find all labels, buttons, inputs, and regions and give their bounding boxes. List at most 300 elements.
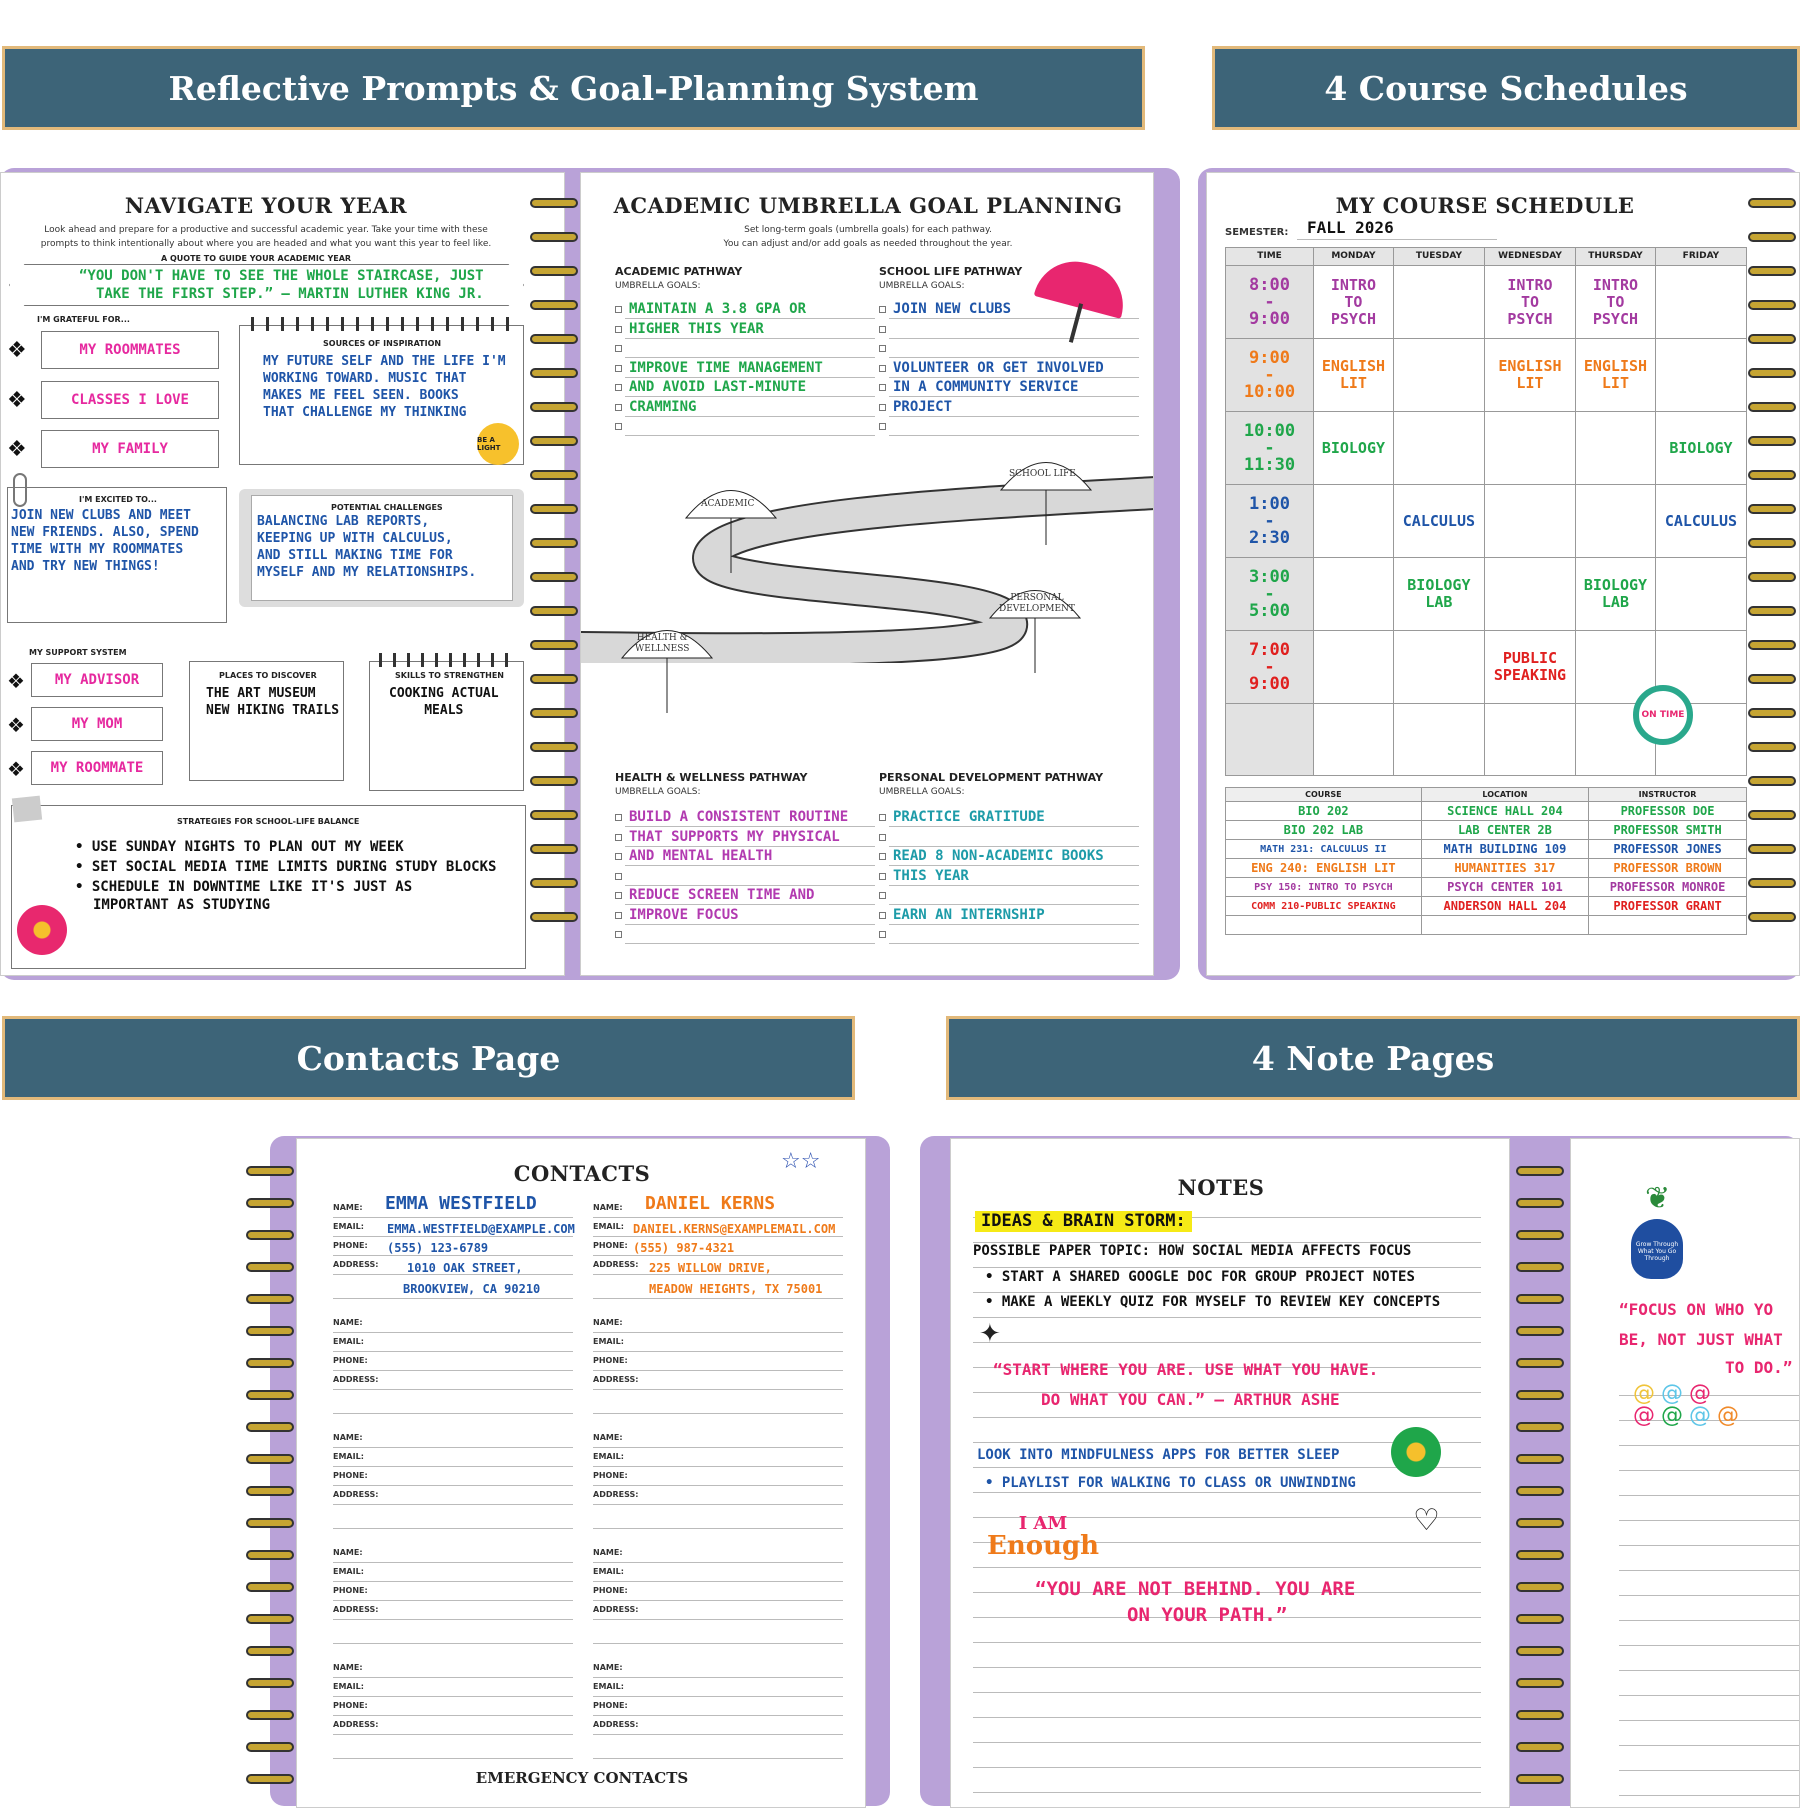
umbrella-health-icon xyxy=(617,613,717,723)
class-cell[interactable] xyxy=(1576,412,1656,485)
goals-label: UMBRELLA GOALS: xyxy=(879,787,965,797)
goal-checkbox[interactable] xyxy=(615,853,622,860)
banner-reflective: Reflective Prompts & Goal-Planning System xyxy=(2,46,1145,130)
contact-line xyxy=(593,1581,843,1582)
spiral-ring xyxy=(530,300,578,310)
umbrella-personal-label xyxy=(999,593,1075,615)
spiral-ring xyxy=(1516,1710,1564,1720)
course-cell: PROFESSOR JONES xyxy=(1589,840,1747,859)
class-cell[interactable]: BIOLOGY xyxy=(1655,412,1746,485)
umbrella-school-icon xyxy=(996,445,1096,555)
strategy-text: IMPORTANT AS STUDYING xyxy=(93,897,271,913)
contact-field-label: NAME: xyxy=(593,1433,623,1442)
class-cell[interactable] xyxy=(1314,485,1394,558)
note-line xyxy=(973,1717,1481,1718)
course-cell xyxy=(1589,916,1747,935)
excited-text: JOIN NEW CLUBS AND MEET NEW FRIENDS. ALSO, SPEND TIME WITH MY ROOMMATES AND TRY NEW THINGS! xyxy=(11,508,199,574)
spiral-ring xyxy=(246,1230,294,1240)
course-header: COURSE xyxy=(1226,788,1422,802)
class-cell[interactable] xyxy=(1393,704,1484,776)
course-header: INSTRUCTOR xyxy=(1589,788,1747,802)
class-cell[interactable] xyxy=(1484,704,1575,776)
spiral-ring xyxy=(1748,742,1796,752)
note-line xyxy=(1619,1545,1800,1546)
course-cell: SCIENCE HALL 204 xyxy=(1421,802,1588,821)
goal-checkbox[interactable] xyxy=(879,423,886,430)
personal-pathway-label: PERSONAL DEVELOPMENT PATHWAY xyxy=(879,771,1104,784)
spiral-ring xyxy=(1748,368,1796,378)
contact-line xyxy=(593,1466,843,1467)
spiral-ring xyxy=(246,1390,294,1400)
swirls-decoration: @@@ @@@@ xyxy=(1633,1381,1745,1428)
sticker-line: I AM xyxy=(1018,1513,1068,1534)
note-line xyxy=(1619,1720,1800,1721)
course-cell: PROFESSOR SMITH xyxy=(1589,821,1747,840)
day-header: WEDNESDAY xyxy=(1484,248,1575,266)
class-cell[interactable]: CALCULUS xyxy=(1655,485,1746,558)
quote-text: “YOU DON'T HAVE TO SEE THE WHOLE STAIRCASE, JUST xyxy=(79,268,484,284)
goal-checkbox[interactable] xyxy=(615,345,622,352)
contact-line xyxy=(593,1528,843,1529)
goal-checkbox[interactable] xyxy=(879,834,886,841)
note-line xyxy=(973,1567,1481,1568)
contact-addr2[interactable]: MEADOW HEIGHTS, TX 75001 xyxy=(649,1282,823,1296)
goal-checkbox[interactable] xyxy=(879,892,886,899)
goal-checkbox[interactable] xyxy=(615,873,622,880)
class-cell[interactable]: INTRO TO PSYCH xyxy=(1576,266,1656,339)
course-cell: MATH 231: CALCULUS II xyxy=(1226,840,1422,859)
note-line xyxy=(973,1667,1481,1668)
goal-checkbox[interactable] xyxy=(879,345,886,352)
umbrella-health-label xyxy=(635,633,689,655)
contact-line xyxy=(593,1298,843,1299)
note-line xyxy=(1619,1770,1800,1771)
goal-line xyxy=(889,377,1139,378)
note-line xyxy=(973,1342,1481,1343)
spiral-ring xyxy=(530,368,578,378)
class-cell[interactable]: INTRO TO PSYCH xyxy=(1314,266,1394,339)
contact-phone[interactable]: (555) 123-6789 xyxy=(387,1241,489,1255)
class-cell[interactable] xyxy=(1393,339,1484,412)
spiral-ring xyxy=(1516,1262,1564,1272)
banner-schedules: 4 Course Schedules xyxy=(1212,46,1800,130)
class-cell[interactable]: BIOLOGY LAB xyxy=(1393,558,1484,631)
ideas-heading: IDEAS & BRAIN STORM: xyxy=(975,1211,1192,1232)
places-label: PLACES TO DISCOVER xyxy=(219,671,317,680)
class-cell[interactable] xyxy=(1393,412,1484,485)
spiral-ring xyxy=(530,708,578,718)
grateful-item: MY FAMILY xyxy=(41,430,219,468)
spiral-ring xyxy=(246,1742,294,1752)
goal-line xyxy=(625,416,875,417)
note-line xyxy=(1619,1470,1800,1471)
spiral-ring xyxy=(530,538,578,548)
contact-line xyxy=(333,1504,573,1505)
contact-phone[interactable]: (555) 987-4321 xyxy=(633,1241,735,1255)
contact-line xyxy=(333,1332,573,1333)
contact-field-label: EMAIL: xyxy=(333,1682,364,1691)
label-line: DEVELOPMENT xyxy=(999,604,1075,614)
spiral-ring xyxy=(246,1294,294,1304)
diamond-icon: ❖ xyxy=(7,757,25,781)
goal-line xyxy=(889,338,1139,339)
contact-line xyxy=(333,1351,573,1352)
contact-addr1[interactable]: 1010 OAK STREET, xyxy=(407,1261,523,1275)
spiral-ring xyxy=(1516,1454,1564,1464)
class-cell[interactable]: PUBLIC SPEAKING xyxy=(1484,631,1575,704)
goal-checkbox[interactable] xyxy=(879,404,886,411)
day-header: TIME xyxy=(1226,248,1314,266)
goal-line xyxy=(625,318,875,319)
class-cell[interactable] xyxy=(1314,704,1394,776)
goal-text: AND MENTAL HEALTH xyxy=(629,848,773,864)
goal-checkbox[interactable] xyxy=(615,423,622,430)
note-line xyxy=(973,1492,1481,1493)
contact-line xyxy=(333,1643,573,1644)
goal-line xyxy=(625,357,875,358)
spiral-ring xyxy=(1748,232,1796,242)
skills-text: COOKING ACTUAL MEALS xyxy=(389,686,499,718)
spiral-ring xyxy=(1516,1742,1564,1752)
page-title: NOTES xyxy=(1177,1175,1265,1200)
goal-text: HIGHER THIS YEAR xyxy=(629,320,764,337)
contact-field-label: ADDRESS: xyxy=(593,1260,639,1269)
note-text: START A SHARED GOOGLE DOC FOR GROUP PROJECT NOTES xyxy=(1001,1269,1415,1285)
spiral-ring xyxy=(1516,1422,1564,1432)
support-item: MY MOM xyxy=(31,707,163,741)
spiral-ring xyxy=(246,1358,294,1368)
spiral-ring xyxy=(530,198,578,208)
contact-line xyxy=(593,1447,843,1448)
right-quote: BE, NOT JUST WHAT xyxy=(1619,1330,1783,1349)
goal-text: MAINTAIN A 3.8 GPA OR xyxy=(629,301,807,317)
class-cell[interactable]: ENGLISH LIT xyxy=(1484,339,1575,412)
spiral-ring xyxy=(530,844,578,854)
goal-checkbox[interactable] xyxy=(879,853,886,860)
goal-checkbox[interactable] xyxy=(615,384,622,391)
goal-checkbox[interactable] xyxy=(879,326,886,333)
note-bullet: • PLAYLIST FOR WALKING TO CLASS OR UNWINDING xyxy=(985,1475,1356,1491)
course-cell: COMM 210-PUBLIC SPEAKING xyxy=(1226,897,1422,916)
spiral-ring xyxy=(1748,198,1796,208)
spiral-ring xyxy=(530,402,578,412)
course-cell: ENG 240: ENGLISH LIT xyxy=(1226,859,1422,878)
spiral-ring xyxy=(1748,708,1796,718)
strategy-text: SET SOCIAL MEDIA TIME LIMITS DURING STUDY BLOCKS xyxy=(91,859,497,875)
spiral-binding xyxy=(379,653,514,667)
class-cell[interactable] xyxy=(1314,631,1394,704)
contact-line xyxy=(333,1389,573,1390)
contact-line xyxy=(333,1217,573,1218)
spiral-ring xyxy=(1516,1614,1564,1624)
goal-checkbox[interactable] xyxy=(879,931,886,938)
course-cell: PROFESSOR GRANT xyxy=(1589,897,1747,916)
contact-field-label: EMAIL: xyxy=(333,1452,364,1461)
contact-field-label: EMAIL: xyxy=(593,1682,624,1691)
contact-field-label: EMAIL: xyxy=(333,1222,364,1231)
goal-checkbox[interactable] xyxy=(879,306,886,313)
contact-line xyxy=(593,1351,843,1352)
contact-name[interactable]: DANIEL KERNS xyxy=(645,1193,776,1214)
contact-line xyxy=(333,1298,573,1299)
contact-line xyxy=(333,1677,573,1678)
umbrella-page xyxy=(580,172,1154,976)
contact-field-label: NAME: xyxy=(333,1318,363,1327)
time-cell: 9:00 - 10:00 xyxy=(1226,339,1314,412)
contact-line xyxy=(333,1485,573,1486)
health-pathway-label: HEALTH & WELLNESS PATHWAY xyxy=(615,771,808,784)
goal-text: JOIN NEW CLUBS xyxy=(893,301,1012,317)
contact-line xyxy=(333,1619,573,1620)
goal-checkbox[interactable] xyxy=(615,834,622,841)
diamond-icon: ❖ xyxy=(7,388,27,413)
goal-text: IN A COMMUNITY SERVICE xyxy=(893,379,1079,395)
semester-label: SEMESTER: xyxy=(1225,227,1289,238)
note-text: MAKE A WEEKLY QUIZ FOR MYSELF TO REVIEW KEY CONCEPTS xyxy=(1001,1294,1441,1310)
page-title: MY COURSE SCHEDULE xyxy=(1335,193,1635,218)
note-line xyxy=(973,1742,1481,1743)
contact-email[interactable]: DANIEL.KERNS@EXAMPLEMAIL.COM xyxy=(633,1222,836,1236)
goal-checkbox[interactable] xyxy=(615,306,622,313)
spiral-ring xyxy=(246,1774,294,1784)
spiral-ring xyxy=(530,810,578,820)
class-cell[interactable] xyxy=(1314,558,1394,631)
goal-line xyxy=(625,904,875,905)
goal-checkbox[interactable] xyxy=(879,873,886,880)
spiral-ring xyxy=(246,1614,294,1624)
course-cell: BIO 202 LAB xyxy=(1226,821,1422,840)
class-cell[interactable]: INTRO TO PSYCH xyxy=(1484,266,1575,339)
contact-email[interactable]: EMMA.WESTFIELD@EXAMPLE.COM xyxy=(387,1222,575,1236)
contact-line xyxy=(593,1734,843,1735)
goal-checkbox[interactable] xyxy=(615,931,622,938)
contact-field-label: ADDRESS: xyxy=(593,1605,639,1614)
spiral-ring xyxy=(1748,402,1796,412)
contact-name[interactable]: EMMA WESTFIELD xyxy=(385,1193,537,1214)
quote-line: DO WHAT YOU CAN.” – ARTHUR ASHE xyxy=(1041,1390,1340,1409)
spiral-ring xyxy=(1748,912,1796,922)
spiral-ring xyxy=(530,742,578,752)
strategy-item: • SCHEDULE IN DOWNTIME LIKE IT'S JUST AS xyxy=(75,879,413,895)
clock-text: ON TIME xyxy=(1641,710,1685,720)
page-title: ACADEMIC UMBRELLA GOAL PLANNING xyxy=(613,193,1123,218)
quote-label: A QUOTE TO GUIDE YOUR ACADEMIC YEAR xyxy=(161,254,352,263)
spiral-ring xyxy=(246,1198,294,1208)
class-cell[interactable]: BIOLOGY xyxy=(1314,412,1394,485)
tape-decoration xyxy=(12,796,42,823)
lightbulb-icon xyxy=(477,423,519,465)
course-cell: PSYCH CENTER 101 xyxy=(1421,878,1588,897)
class-cell[interactable] xyxy=(1655,266,1746,339)
academic-pathway-label: ACADEMIC PATHWAY xyxy=(615,265,743,278)
support-item: MY ROOMMATE xyxy=(31,751,163,785)
contact-field-label: PHONE: xyxy=(593,1356,628,1365)
class-cell[interactable]: CALCULUS xyxy=(1393,485,1484,558)
label-line: PERSONAL xyxy=(1010,593,1064,603)
goal-checkbox[interactable] xyxy=(615,326,622,333)
contact-field-label: ADDRESS: xyxy=(333,1605,379,1614)
note-bullet: • MAKE A WEEKLY QUIZ FOR MYSELF TO REVIEW KEY CONCEPTS xyxy=(985,1294,1441,1310)
goal-checkbox[interactable] xyxy=(615,814,622,821)
contact-field-label: EMAIL: xyxy=(333,1567,364,1576)
goal-checkbox[interactable] xyxy=(615,892,622,899)
strategies-label: STRATEGIES FOR SCHOOL-LIFE BALANCE xyxy=(177,817,360,826)
contact-field-label: ADDRESS: xyxy=(333,1490,379,1499)
spiral-ring xyxy=(1748,470,1796,480)
contact-line xyxy=(593,1696,843,1697)
grateful-item: MY ROOMMATES xyxy=(41,331,219,369)
contact-field-label: NAME: xyxy=(593,1548,623,1557)
contact-field-label: EMAIL: xyxy=(333,1337,364,1346)
goal-text: EARN AN INTERNSHIP xyxy=(893,906,1045,923)
spiral-ring xyxy=(1748,334,1796,344)
contact-field-label: ADDRESS: xyxy=(333,1375,379,1384)
contact-field-label: NAME: xyxy=(333,1663,363,1672)
class-cell[interactable] xyxy=(1393,631,1484,704)
spiral-ring xyxy=(1748,640,1796,650)
contact-field-label: PHONE: xyxy=(333,1586,368,1595)
class-cell[interactable]: BIOLOGY LAB xyxy=(1576,558,1656,631)
umbrella-school-label: SCHOOL LIFE xyxy=(1009,469,1076,479)
spiral-ring xyxy=(1516,1550,1564,1560)
contact-addr2[interactable]: BROOKVIEW, CA 90210 xyxy=(403,1282,541,1296)
plant-icon: ❦ xyxy=(1645,1181,1671,1216)
support-label: MY SUPPORT SYSTEM xyxy=(29,648,127,657)
time-cell: 10:00 - 11:30 xyxy=(1226,412,1314,485)
intro-text: prompts to think intentionally about where you are headed and what you want this year to feel like. xyxy=(40,239,492,249)
contact-line xyxy=(593,1413,843,1414)
grateful-item: CLASSES I LOVE xyxy=(41,381,219,419)
spiral-ring xyxy=(1748,504,1796,514)
contact-addr1[interactable]: 225 WILLOW DRIVE, xyxy=(649,1261,772,1275)
spiral-ring xyxy=(1748,606,1796,616)
goal-checkbox[interactable] xyxy=(879,365,886,372)
note-line xyxy=(1619,1745,1800,1746)
spiral-ring xyxy=(1516,1518,1564,1528)
time-cell: 8:00 - 9:00 xyxy=(1226,266,1314,339)
class-cell[interactable] xyxy=(1576,485,1656,558)
spiral-ring xyxy=(246,1678,294,1688)
vase-icon xyxy=(1631,1219,1683,1279)
spiral-ring xyxy=(530,334,578,344)
diamond-icon: ❖ xyxy=(7,437,27,462)
contacts-page xyxy=(296,1138,866,1808)
contact-line xyxy=(593,1504,843,1505)
contact-line xyxy=(333,1447,573,1448)
goal-checkbox[interactable] xyxy=(615,404,622,411)
spiral-ring xyxy=(1516,1678,1564,1688)
contact-line xyxy=(333,1528,573,1529)
inspiration-text: MY FUTURE SELF AND THE LIFE I'M WORKING TOWARD. MUSIC THAT MAKES ME FEEL SEEN. BOOKS THAT CHALLENGE MY THINKING xyxy=(263,354,506,420)
goal-line xyxy=(625,924,875,925)
goal-line xyxy=(625,846,875,847)
class-cell[interactable] xyxy=(1655,339,1746,412)
umbrella-academic-icon xyxy=(681,473,781,583)
note-line xyxy=(973,1642,1481,1643)
note-line xyxy=(1619,1645,1800,1646)
strategy-item: • SET SOCIAL MEDIA TIME LIMITS DURING STUDY BLOCKS xyxy=(75,859,497,875)
class-cell[interactable] xyxy=(1484,412,1575,485)
goal-checkbox[interactable] xyxy=(615,365,622,372)
contact-field-label: ADDRESS: xyxy=(593,1375,639,1384)
spiral-ring xyxy=(530,878,578,888)
note-line xyxy=(973,1317,1481,1318)
navigate-page xyxy=(0,172,565,976)
course-cell: HUMANITIES 317 xyxy=(1421,859,1588,878)
class-cell[interactable]: ENGLISH LIT xyxy=(1314,339,1394,412)
class-cell[interactable] xyxy=(1655,558,1746,631)
contact-field-label: NAME: xyxy=(593,1663,623,1672)
class-cell[interactable]: ENGLISH LIT xyxy=(1576,339,1656,412)
goal-checkbox[interactable] xyxy=(879,814,886,821)
note-line xyxy=(973,1767,1481,1768)
banner-notes: 4 Note Pages xyxy=(946,1016,1800,1100)
goal-line xyxy=(625,377,875,378)
spiral-binding xyxy=(251,317,511,331)
goal-text: THAT SUPPORTS MY PHYSICAL xyxy=(629,828,840,845)
contact-line xyxy=(593,1389,843,1390)
diamond-icon: ❖ xyxy=(7,669,25,693)
class-cell[interactable] xyxy=(1484,485,1575,558)
contact-line xyxy=(593,1677,843,1678)
contact-line xyxy=(333,1715,573,1716)
goal-line xyxy=(625,885,875,886)
course-cell: PROFESSOR DOE xyxy=(1589,802,1747,821)
contact-field-label: PHONE: xyxy=(593,1241,628,1250)
spiral-ring xyxy=(1516,1390,1564,1400)
spiral-ring xyxy=(1516,1646,1564,1656)
note-bullet: • START A SHARED GOOGLE DOC FOR GROUP PROJECT NOTES xyxy=(985,1269,1415,1285)
class-cell[interactable] xyxy=(1393,266,1484,339)
emergency-title: EMERGENCY CONTACTS xyxy=(475,1769,689,1787)
heart-doodle-icon: ♡ xyxy=(1413,1503,1440,1538)
goal-text: IMPROVE TIME MANAGEMENT xyxy=(629,359,823,376)
goal-line xyxy=(889,943,1139,944)
note-line xyxy=(973,1292,1481,1293)
class-cell[interactable] xyxy=(1484,558,1575,631)
note-line xyxy=(1619,1495,1800,1496)
spiral-ring xyxy=(246,1166,294,1176)
contact-field-label: PHONE: xyxy=(333,1701,368,1710)
course-header: LOCATION xyxy=(1421,788,1588,802)
goal-line xyxy=(889,416,1139,417)
spiral-ring xyxy=(1748,436,1796,446)
goal-checkbox[interactable] xyxy=(615,912,622,919)
spiral-ring xyxy=(246,1454,294,1464)
note-line xyxy=(1619,1570,1800,1571)
contact-field-label: PHONE: xyxy=(593,1471,628,1480)
goal-checkbox[interactable] xyxy=(879,384,886,391)
contact-line xyxy=(593,1758,843,1759)
spiral-ring xyxy=(1748,674,1796,684)
spiral-ring xyxy=(530,776,578,786)
spiral-ring xyxy=(1748,810,1796,820)
spiral-ring xyxy=(530,674,578,684)
subtitle: Set long-term goals (umbrella goals) for each pathway. xyxy=(744,225,992,235)
spiral-ring xyxy=(530,436,578,446)
diamond-icon: ❖ xyxy=(7,338,27,363)
vase-text: Grow Through What You Go Through xyxy=(1635,1241,1679,1262)
goal-line xyxy=(889,318,1139,319)
spiral-ring xyxy=(1516,1166,1564,1176)
semester-value: FALL 2026 xyxy=(1307,218,1394,237)
spiral-ring xyxy=(246,1710,294,1720)
goal-text: VOLUNTEER OR GET INVOLVED xyxy=(893,359,1104,376)
schedule-page xyxy=(1206,172,1800,976)
goal-checkbox[interactable] xyxy=(879,912,886,919)
day-header: FRIDAY xyxy=(1655,248,1746,266)
inspiration-label: SOURCES OF INSPIRATION xyxy=(323,339,442,348)
